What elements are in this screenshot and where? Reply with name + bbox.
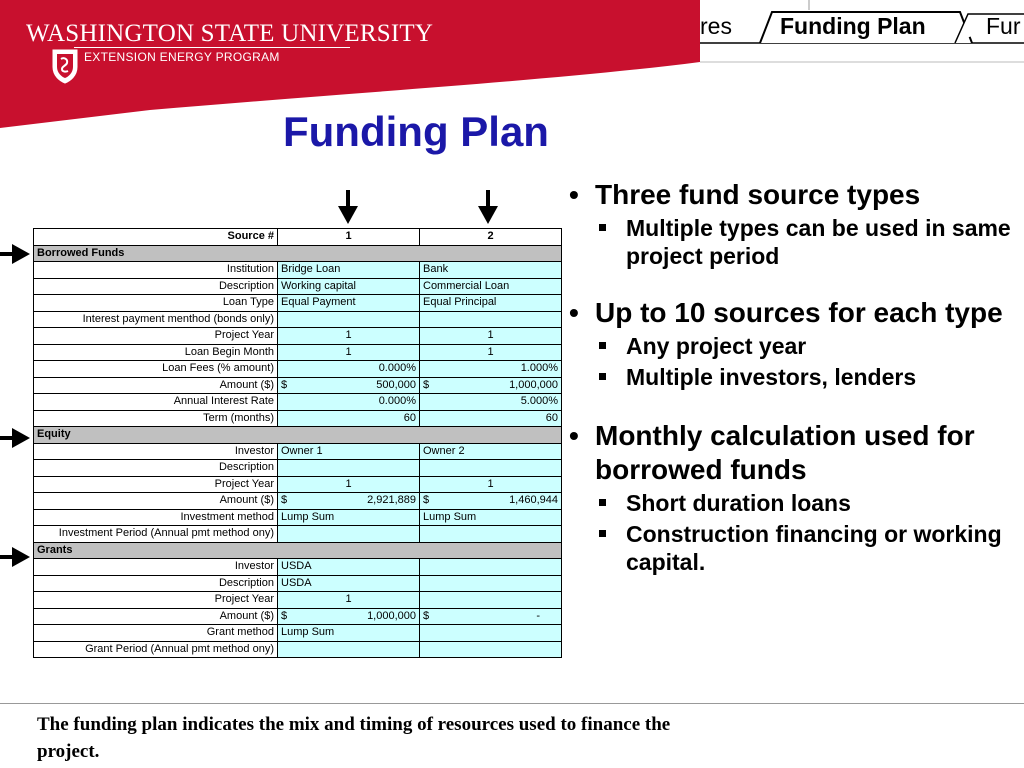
funding-plan-table (33, 228, 562, 658)
equity-arrow-icon (0, 426, 32, 450)
amount-value: 1,000,000 (509, 378, 558, 391)
row-label: Project Year (34, 328, 278, 345)
cell-source-2[interactable] (420, 377, 562, 394)
table-row (34, 625, 562, 642)
tab-next[interactable]: Fur (986, 13, 1021, 39)
amount-value: 1,460,944 (509, 494, 558, 507)
sub-bullet-text: Construction financing or working capital. (626, 521, 1002, 575)
row-label: Institution (34, 262, 278, 279)
cell-source-1[interactable]: 0.000% (278, 394, 420, 411)
cell-source-1[interactable]: 1 (278, 476, 420, 493)
cell-source-2[interactable] (420, 559, 562, 576)
row-label: Loan Type (34, 295, 278, 312)
cell-source-2[interactable] (420, 592, 562, 609)
cell-source-2[interactable] (420, 460, 562, 477)
cell-source-2[interactable] (420, 575, 562, 592)
row-label: Investment method (34, 509, 278, 526)
table-row (34, 328, 562, 345)
grants-arrow-icon (0, 545, 32, 569)
column-2-arrow-icon (476, 190, 500, 226)
sub-bullet-text: Multiple investors, lenders (626, 364, 917, 390)
cell-source-2[interactable] (420, 526, 562, 543)
cell-source-1[interactable] (278, 460, 420, 477)
cell-source-2[interactable]: Equal Principal (420, 295, 562, 312)
university-name: WASHINGTON STATE UNIVERSITY (26, 20, 434, 47)
table-row (34, 575, 562, 592)
sub-bullet-item (566, 489, 1016, 517)
source-1-header: 1 (278, 229, 420, 246)
cell-source-2[interactable]: 60 (420, 410, 562, 427)
cell-source-1[interactable] (278, 311, 420, 328)
bullet-item (566, 296, 1016, 330)
bullet-text: Monthly calculation used for borrowed funds (595, 420, 975, 485)
table-row (34, 344, 562, 361)
sub-bullet-text: Any project year (626, 333, 807, 359)
cell-source-2[interactable]: 5.000% (420, 394, 562, 411)
cell-source-2[interactable]: Lump Sum (420, 509, 562, 526)
slide-title: Funding Plan (283, 108, 549, 155)
bullet-dot-icon: • (569, 179, 579, 210)
table-row (34, 460, 562, 477)
amount-value: 500,000 (376, 378, 416, 391)
row-label: Grant method (34, 625, 278, 642)
cell-source-1[interactable]: Equal Payment (278, 295, 420, 312)
sub-bullet-text: Multiple types can be used in same project period (626, 215, 1011, 269)
cell-source-2[interactable]: Bank (420, 262, 562, 279)
amount-value: - (536, 609, 540, 622)
section-grants (34, 542, 562, 559)
table-row (34, 641, 562, 658)
tab-funding-plan[interactable]: Funding Plan (780, 13, 926, 39)
row-label: Loan Fees (% amount) (34, 361, 278, 378)
table-row (34, 311, 562, 328)
cell-source-2[interactable]: 1 (420, 328, 562, 345)
row-label: Annual Interest Rate (34, 394, 278, 411)
table-row (34, 262, 562, 279)
currency-symbol: $ (281, 609, 288, 622)
university-shield-logo (50, 47, 80, 85)
cell-source-1[interactable]: 1 (278, 592, 420, 609)
bullet-dot-icon: • (569, 297, 579, 328)
sub-bullet-item (566, 363, 1016, 391)
currency-symbol: $ (281, 494, 288, 507)
cell-source-2[interactable]: 1 (420, 476, 562, 493)
section-borrowed-funds (34, 245, 562, 262)
program-name: EXTENSION ENERGY PROGRAM (84, 50, 280, 64)
section-title: Borrowed Funds (34, 245, 562, 262)
cell-source-2[interactable] (420, 608, 562, 625)
cell-source-1[interactable]: 1 (278, 328, 420, 345)
table-row (34, 394, 562, 411)
sub-bullet-item (566, 332, 1016, 360)
currency-symbol: $ (423, 378, 430, 391)
cell-source-2[interactable]: Owner 2 (420, 443, 562, 460)
bullet-text: Up to 10 sources for each type (595, 297, 1003, 328)
cell-source-1[interactable]: Lump Sum (278, 625, 420, 642)
cell-source-2[interactable]: Commercial Loan (420, 278, 562, 295)
table-row (34, 592, 562, 609)
row-label: Investment Period (Annual pmt method ony) (34, 526, 278, 543)
cell-source-1[interactable]: USDA (278, 575, 420, 592)
table-header-row (34, 229, 562, 246)
table-row (34, 608, 562, 625)
cell-source-1[interactable] (278, 377, 420, 394)
cell-source-1[interactable] (278, 608, 420, 625)
table-row (34, 526, 562, 543)
cell-source-1[interactable]: 0.000% (278, 361, 420, 378)
row-label: Grant Period (Annual pmt method ony) (34, 641, 278, 658)
cell-source-1[interactable] (278, 526, 420, 543)
row-label: Term (months) (34, 410, 278, 427)
cell-source-1[interactable]: Bridge Loan (278, 262, 420, 279)
bullet-item (566, 178, 1016, 212)
cell-source-1[interactable]: 1 (278, 344, 420, 361)
table-row (34, 509, 562, 526)
row-label: Investor (34, 443, 278, 460)
row-label: Investor (34, 559, 278, 576)
row-label: Amount ($) (34, 493, 278, 510)
cell-source-1[interactable]: USDA (278, 559, 420, 576)
source-2-header: 2 (420, 229, 562, 246)
table-row (34, 476, 562, 493)
sub-bullet-item (566, 214, 1016, 270)
cell-source-2[interactable] (420, 311, 562, 328)
currency-symbol: $ (423, 609, 430, 622)
cell-source-2[interactable]: 1 (420, 344, 562, 361)
cell-source-1[interactable]: Owner 1 (278, 443, 420, 460)
bullet-item (566, 419, 1016, 487)
row-label: Description (34, 278, 278, 295)
cell-source-2[interactable]: 1.000% (420, 361, 562, 378)
sub-bullet-item (566, 520, 1016, 576)
cell-source-1[interactable] (278, 493, 420, 510)
amount-value: 2,921,889 (367, 494, 416, 507)
cell-source-2[interactable] (420, 641, 562, 658)
bullet-list (566, 178, 1016, 576)
column-1-arrow-icon (336, 190, 360, 226)
square-bullet-icon (599, 342, 606, 349)
amount-value: 1,000,000 (367, 609, 416, 622)
section-title: Equity (34, 427, 562, 444)
row-label: Amount ($) (34, 377, 278, 394)
row-label: Interest payment menthod (bonds only) (34, 311, 278, 328)
table-row (34, 278, 562, 295)
cell-source-2[interactable] (420, 493, 562, 510)
borrowed-funds-arrow-icon (0, 242, 32, 266)
currency-symbol: $ (423, 494, 430, 507)
row-label: Amount ($) (34, 608, 278, 625)
square-bullet-icon (599, 224, 606, 231)
table-row (34, 377, 562, 394)
tab-previous[interactable]: res (700, 13, 732, 39)
row-label: Description (34, 460, 278, 477)
cell-source-1[interactable]: 60 (278, 410, 420, 427)
section-title: Grants (34, 542, 562, 559)
square-bullet-icon (599, 373, 606, 380)
row-label: Description (34, 575, 278, 592)
square-bullet-icon (599, 530, 606, 537)
table-row (34, 410, 562, 427)
cell-source-1[interactable]: Lump Sum (278, 509, 420, 526)
footer-divider (0, 703, 1024, 704)
sub-bullet-text: Short duration loans (626, 490, 851, 516)
source-number-label: Source # (34, 229, 278, 246)
table-row (34, 443, 562, 460)
slide-caption: The funding plan indicates the mix and timing of resources used to finance the project. (37, 714, 671, 762)
bullet-text: Three fund source types (595, 179, 921, 210)
row-label: Project Year (34, 592, 278, 609)
row-label: Project Year (34, 476, 278, 493)
table-row (34, 295, 562, 312)
cell-source-2[interactable] (420, 625, 562, 642)
cell-source-1[interactable] (278, 641, 420, 658)
row-label: Loan Begin Month (34, 344, 278, 361)
section-equity (34, 427, 562, 444)
table-row (34, 361, 562, 378)
currency-symbol: $ (281, 378, 288, 391)
bullet-dot-icon: • (569, 420, 579, 451)
table-row (34, 559, 562, 576)
square-bullet-icon (599, 499, 606, 506)
cell-source-1[interactable]: Working capital (278, 278, 420, 295)
table-row (34, 493, 562, 510)
